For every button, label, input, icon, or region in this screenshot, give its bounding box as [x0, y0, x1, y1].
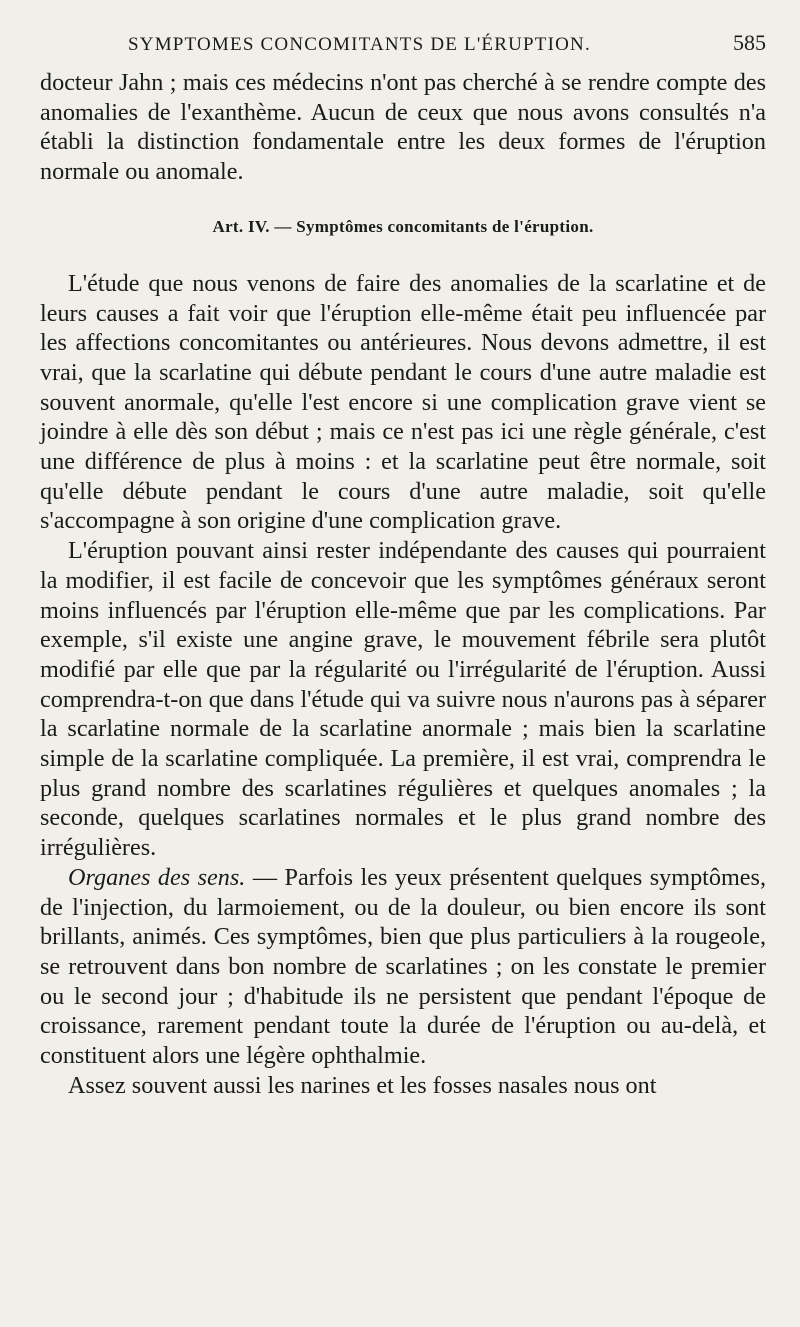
running-header	[128, 30, 766, 56]
paragraph-eruption: L'éruption pouvant ainsi rester indépendante des causes qui pourraient la modifier, il est facile de concevoir que les symptômes généraux seront moins influencés par l'éruption elle-même que par les complications. Par exemple, s'il existe une angine grave, le mouvement fébrile sera plutôt modifié par elle que par la régularité ou l'irrégularité de l'éruption. Aussi comprendra-t-on que dans l'étude qui va suivre nous n'aurons pas à séparer la scarlatine normale de la scarlatine anormale ; mais bien la scarlatine simple de la scarlatine compliquée. La première, il est vrai, comprendra le plus grand nombre des scarlatines régulières et quelques anomales ; la seconde, quelques scarlatines normales et le plus grand nombre des irrégulières.	[40, 537, 766, 862]
paragraph-lead-title: Organes des sens.	[68, 863, 246, 891]
paragraph-study: L'étude que nous venons de faire des anomalies de la scarlatine et de leurs causes a fait voir que l'éruption elle-même était peu influencée par les affections concomitantes ou antérieures. Nous devons admettre, il est vrai, que la scarlatine qui débute pendant le cours d'une autre maladie est souvent anormale, qu'elle l'est encore si une complication grave vient se joindre à elle dès son début ; mais ce n'est pas ici une règle générale, c'est une différence de plus à moins : et la scarlatine peut être normale, soit qu'elle débute pendant le cours d'une autre maladie, soit qu'elle s'accompagne à son origine d'une complication grave.	[40, 269, 766, 535]
paragraph-continuation: docteur Jahn ; mais ces médecins n'ont pas cherché à se rendre compte des anomalies de l'exanthème. Aucun de ceux que nous avons consultés n'a établi la distinction fondamentale entre les deux formes de l'éruption normale ou anomale.	[40, 69, 766, 186]
section-heading: Art. IV. — Symptômes concomitants de l'éruption.	[212, 216, 594, 236]
page-number: 585	[733, 30, 766, 55]
running-title: SYMPTOMES CONCOMITANTS DE L'ÉRUPTION.	[128, 34, 591, 55]
paragraph-nostrils: Assez souvent aussi les narines et les fosses nasales nous ont	[68, 1071, 657, 1099]
paragraph-sense-organs	[40, 863, 766, 1071]
paragraph-body: — Parfois les yeux présentent quelques symptômes, de l'injection, du larmoiement, ou de la douleur, ou bien encore ils sont brillants, animés. Ces symptômes, bien que plus particuliers à la rougeole, se retrouvent dans bon nombre de scarlatines ; on les constate le premier ou le second jour ; d'habitude ils ne persistent que pendant l'époque de croissance, rarement pendant toute la durée de l'éruption ou au-delà, et constituent alors une légère ophthalmie.	[40, 863, 766, 1070]
